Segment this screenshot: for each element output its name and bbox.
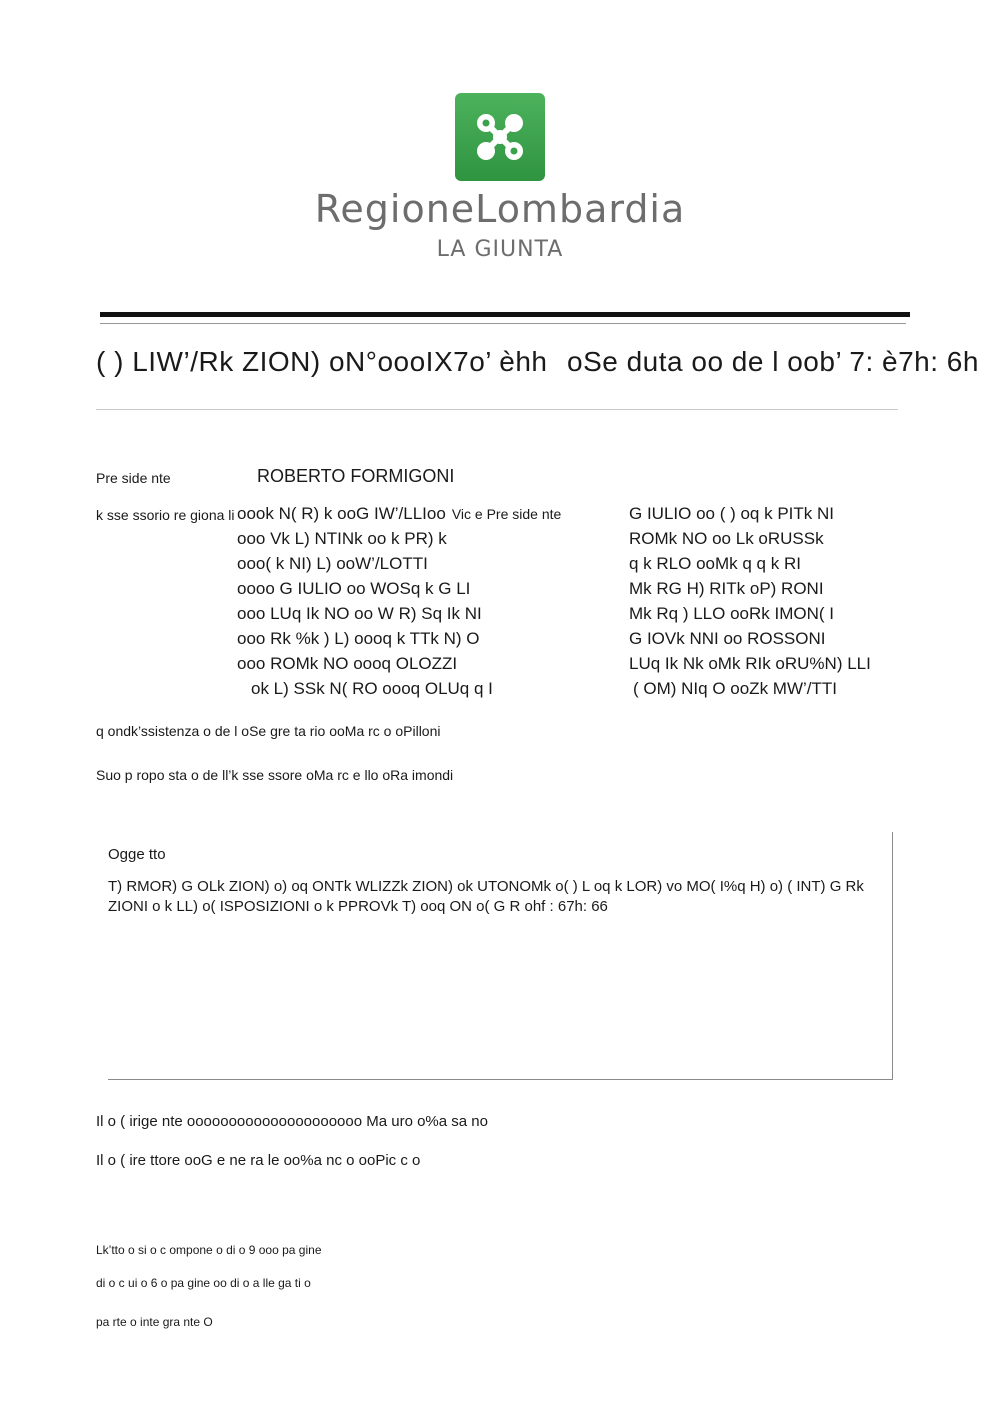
seduta-date: oSe duta oo de l oob’ 7: è7h: 6h	[567, 346, 979, 377]
page-count-line: Lk’tto o si o c ompone o di o 9 ooo pa gine	[96, 1243, 322, 1257]
oggetto-label: Ogge tto	[108, 846, 166, 863]
assessori-left-column	[237, 503, 561, 703]
assessore-entry: ok L) SSk N( RO oooq OLUq q I	[251, 679, 493, 698]
rosa-camuna-logo-icon	[455, 93, 545, 181]
attachment-pages-line: di o c ui o 6 o pa gine oo di o a lle ga ti o	[96, 1276, 311, 1290]
assessore-entry: ooo LUq Ik NO oo W R) Sq Ik NI	[237, 604, 482, 623]
dirigente-line: Il o ( irige nte ooooooooooooooooooooo Ma uro o%a sa no	[96, 1113, 488, 1130]
assessore-entry: ooo Rk %k ) L) oooq k TTk N) O	[237, 629, 480, 648]
assessore-entry: ROMk NO oo Lk oRUSSk	[629, 529, 824, 548]
assessore-entry: Mk RG H) RITk oP) RONI	[629, 579, 824, 598]
assessore-entry: q k RLO ooMk q q k RI	[629, 554, 801, 573]
assessore-entry: G IOVk NNI oo ROSSONI	[629, 629, 826, 648]
assessore-entry: ( OM) NIq O ooZk MW’/TTI	[633, 679, 837, 698]
assessore-name: oook N( R) k ooG IW’/LLIoo	[237, 504, 446, 523]
presidente-label: Pre side nte	[96, 470, 171, 486]
proposta-line: Suo p ropo sta o de ll’k sse ssore oMa rc e llo oRa imondi	[96, 767, 454, 783]
assessore-entry: G IULIO oo ( ) oq k PITk NI	[629, 504, 834, 523]
deliberation-number: ( ) LIW’/Rk ZION) oN°oooIX7o’ èhh	[96, 346, 548, 377]
oggetto-text: T) RMOR) G OLk ZION) o) oq ONTk WLIZZk ZION) ok UTONOMk o( ) L oq k LOR) vo MO( I%q H) o) ( INT) G Rk ZIONI o k LL) o( ISPOSIZIONI o k PPROVk T) ooq ON o( G R ohf : 67h: 66	[108, 878, 864, 915]
header-rule-thick	[100, 312, 910, 317]
region-logo	[455, 93, 545, 181]
assessore-entry: ooo ROMk NO oooq OLOZZI	[237, 654, 458, 673]
direttore-line: Il o ( ire ttore ooG e ne ra le oo%a nc o ooPic c o	[96, 1152, 421, 1169]
assessori-right-column	[629, 503, 871, 703]
brand-name: RegioneLombardia	[314, 187, 686, 231]
header-rule-thin	[100, 323, 906, 324]
section-divider	[96, 409, 898, 410]
assessore-entry: LUq Ik Nk oMk RIk oRU%N) LLI	[629, 654, 871, 673]
assessore-entry	[237, 503, 561, 528]
oggetto-box	[108, 832, 893, 1080]
assessore-entry: oooo G IULIO oo WOSq k G LI	[237, 579, 471, 598]
assessore-entry: Mk Rq ) LLO ooRk IMON( I	[629, 604, 834, 623]
segretario-line: q ondk’ssistenza o de l oSe gre ta rio ooMa rc o oPilloni	[96, 723, 441, 739]
vice-presidente-label: Vic e Pre side nte	[451, 506, 562, 522]
assessore-entry: ooo Vk L) NTINk oo k PR) k	[237, 529, 447, 548]
presidente-name: ROBERTO FORMIGONI	[257, 466, 455, 486]
assessore-entry: ooo( k NI) L) ooW’/LOTTI	[237, 554, 428, 573]
brand-subtitle: LA GIUNTA	[436, 237, 564, 262]
assessori-label: k sse ssorio re giona li	[96, 507, 235, 523]
integral-part-line: pa rte o inte gra nte O	[96, 1315, 213, 1329]
